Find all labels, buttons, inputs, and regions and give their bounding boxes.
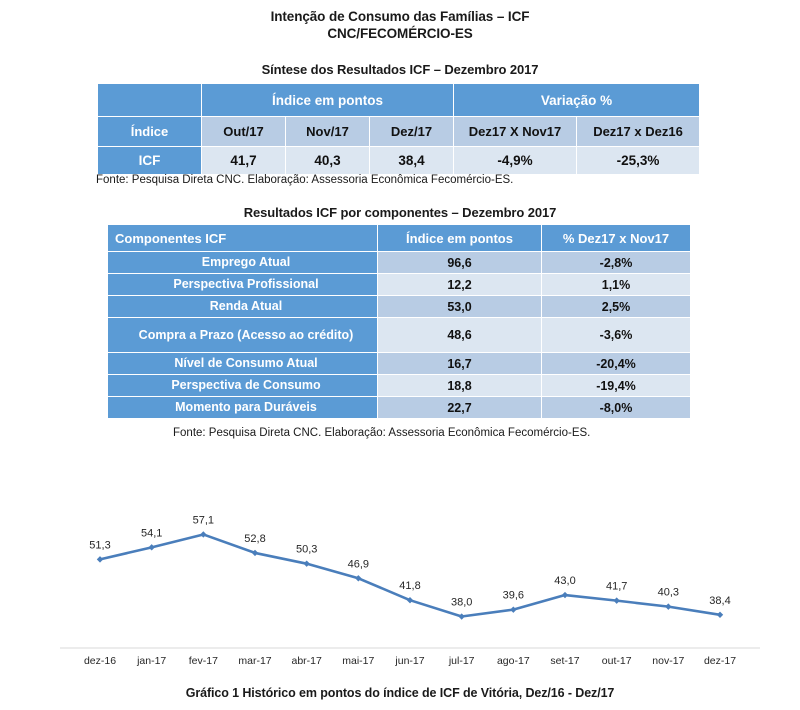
cell-componente: Momento para Duráveis bbox=[108, 397, 377, 418]
cell-icf-dez17-x-nov17: -4,9% bbox=[454, 147, 576, 174]
data-point-marker bbox=[665, 603, 671, 609]
cell-icf-nov17: 40,3 bbox=[286, 147, 369, 174]
table1-source-note: Fonte: Pesquisa Direta CNC. Elaboração: Assessoria Econômica Fecomércio-ES. bbox=[96, 174, 514, 186]
x-axis-tick-label: dez-17 bbox=[703, 655, 737, 667]
group-header-blank bbox=[98, 84, 201, 116]
table-row bbox=[108, 252, 690, 273]
data-point-marker bbox=[252, 550, 258, 556]
cell-variacao: 1,1% bbox=[542, 274, 690, 295]
series-line bbox=[100, 534, 720, 616]
cell-componente: Nível de Consumo Atual bbox=[108, 353, 377, 374]
x-axis-tick-label: set-17 bbox=[550, 655, 580, 667]
data-point-label: 39,6 bbox=[502, 589, 525, 602]
data-point-label: 46,9 bbox=[347, 558, 370, 571]
data-point-marker bbox=[717, 612, 723, 618]
data-point-label: 38,4 bbox=[709, 594, 731, 607]
column-header-dez17-x-nov17: Dez17 X Nov17 bbox=[454, 117, 576, 146]
x-axis-tick-label: abr-17 bbox=[291, 655, 322, 667]
column-header-nov17: Nov/17 bbox=[286, 117, 369, 146]
data-point-label: 43,0 bbox=[554, 575, 576, 588]
data-point-label: 51,3 bbox=[89, 539, 111, 552]
column-header-dez17-x-dez16: Dez17 x Dez16 bbox=[577, 117, 699, 146]
document-title-line-1: Intenção de Consumo das Famílias – ICF bbox=[270, 9, 530, 24]
cell-variacao: -2,8% bbox=[542, 252, 690, 273]
x-axis-tick-label: dez-16 bbox=[83, 655, 117, 667]
table-row bbox=[108, 353, 690, 374]
chart-caption: Gráfico 1 Histórico em pontos do índice de ICF de Vitória, Dez/16 - Dez/17 bbox=[185, 686, 615, 700]
cell-indice: 16,7 bbox=[378, 353, 541, 374]
data-point-label: 41,8 bbox=[399, 580, 421, 593]
x-axis-tick-label: fev-17 bbox=[188, 655, 218, 667]
cell-icf-dez17: 38,4 bbox=[370, 147, 453, 174]
column-header-componentes: Componentes ICF bbox=[108, 225, 377, 251]
x-axis-tick-label: nov-17 bbox=[652, 655, 685, 667]
table-row bbox=[108, 296, 690, 317]
table-row bbox=[108, 318, 690, 352]
table2-source-note: Fonte: Pesquisa Direta CNC. Elaboração: Assessoria Econômica Fecomércio-ES. bbox=[173, 427, 591, 439]
cell-componente: Compra a Prazo (Acesso ao crédito) bbox=[108, 318, 377, 352]
cell-componente: Renda Atual bbox=[108, 296, 377, 317]
table-row-headers bbox=[108, 225, 690, 251]
cell-variacao: 2,5% bbox=[542, 296, 690, 317]
cell-icf-out17: 41,7 bbox=[202, 147, 285, 174]
data-point-label: 41,7 bbox=[605, 580, 628, 593]
x-axis-tick-label: jun-17 bbox=[395, 655, 425, 667]
cell-indice: 96,6 bbox=[378, 252, 541, 273]
x-axis-tick-label: mar-17 bbox=[238, 655, 272, 667]
cell-indice: 18,8 bbox=[378, 375, 541, 396]
row-label-icf: ICF bbox=[98, 147, 201, 174]
data-point-marker bbox=[200, 531, 206, 537]
data-point-marker bbox=[458, 613, 464, 619]
table1-title: Síntese dos Resultados ICF – Dezembro 2017 bbox=[261, 62, 539, 77]
cell-indice: 12,2 bbox=[378, 274, 541, 295]
cell-variacao: -20,4% bbox=[542, 353, 690, 374]
document-title bbox=[0, 8, 800, 42]
cell-indice: 53,0 bbox=[378, 296, 541, 317]
column-header-indice: Índice bbox=[98, 117, 201, 146]
column-header-pct-dez17-nov17: % Dez17 x Nov17 bbox=[542, 225, 690, 251]
group-header-variacao: Variação % bbox=[454, 84, 699, 116]
x-axis-tick-label: ago-17 bbox=[496, 655, 530, 667]
x-axis-tick-label: mai-17 bbox=[342, 655, 375, 667]
cell-componente: Emprego Atual bbox=[108, 252, 377, 273]
cell-variacao: -8,0% bbox=[542, 397, 690, 418]
data-point-label: 57,1 bbox=[192, 514, 215, 527]
group-header-pontos: Índice em pontos bbox=[202, 84, 453, 116]
table-row-group-headers bbox=[98, 84, 699, 116]
document-title-line-2: CNC/FECOMÉRCIO-ES bbox=[327, 26, 473, 41]
column-header-dez17: Dez/17 bbox=[370, 117, 453, 146]
x-axis-tick-labels bbox=[84, 655, 736, 667]
column-header-out17: Out/17 bbox=[202, 117, 285, 146]
data-point-marker bbox=[613, 597, 619, 603]
x-axis-tick-label: out-17 bbox=[601, 655, 632, 667]
table-row bbox=[108, 274, 690, 295]
x-axis-tick-label: jan-17 bbox=[137, 655, 167, 667]
series-markers bbox=[97, 531, 723, 619]
cell-variacao: -3,6% bbox=[542, 318, 690, 352]
x-axis-tick-label: jul-17 bbox=[448, 655, 475, 667]
table-row-icf bbox=[98, 147, 699, 174]
data-point-label: 52,8 bbox=[244, 532, 266, 545]
cell-componente: Perspectiva de Consumo bbox=[108, 375, 377, 396]
data-point-marker bbox=[97, 556, 103, 562]
data-point-label: 38,0 bbox=[450, 596, 473, 609]
table-row bbox=[108, 375, 690, 396]
icf-history-chart bbox=[60, 492, 760, 672]
data-point-marker bbox=[562, 592, 568, 598]
data-point-marker bbox=[303, 560, 309, 566]
cell-indice: 48,6 bbox=[378, 318, 541, 352]
data-point-label: 50,3 bbox=[295, 543, 318, 556]
chart-svg bbox=[60, 492, 760, 672]
data-point-marker bbox=[510, 606, 516, 612]
cell-indice: 22,7 bbox=[378, 397, 541, 418]
data-point-label: 40,3 bbox=[657, 586, 680, 599]
synthesis-results-table bbox=[97, 83, 700, 175]
cell-icf-dez17-x-dez16: -25,3% bbox=[577, 147, 699, 174]
column-header-indice-pontos: Índice em pontos bbox=[378, 225, 541, 251]
series-data-labels bbox=[89, 514, 730, 608]
data-point-label: 54,1 bbox=[140, 527, 163, 540]
table-row bbox=[108, 397, 690, 418]
cell-componente: Perspectiva Profissional bbox=[108, 274, 377, 295]
table2-title: Resultados ICF por componentes – Dezembro 2017 bbox=[243, 205, 557, 220]
components-results-table bbox=[107, 224, 691, 419]
cell-variacao: -19,4% bbox=[542, 375, 690, 396]
table-row-column-headers bbox=[98, 117, 699, 146]
data-point-marker bbox=[148, 544, 154, 550]
